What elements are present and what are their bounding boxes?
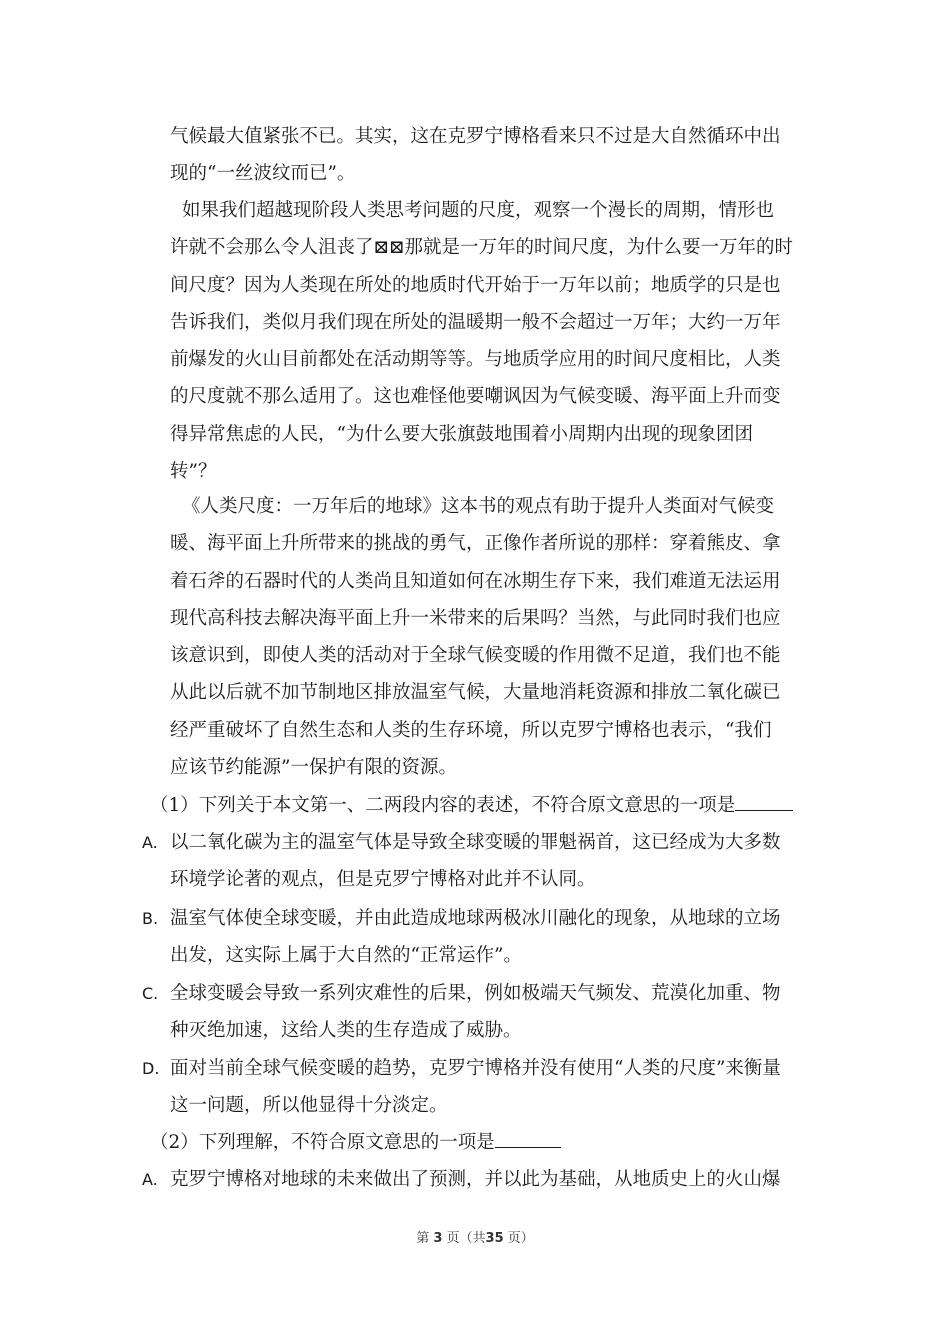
option-text-continued: 种灭绝加速，这给人类的生存造成了威胁。 (170, 1020, 522, 1042)
paragraph-3-line: 该意识到，即使人类的活动对于全球气候变暖的作用微不足道，我们也不能 (170, 645, 781, 667)
question-1-option-b (142, 900, 810, 975)
option-text: 以二氧化碳为主的温室气体是导致全球变暖的罪魁祸首，这已经成为大多数 (170, 832, 781, 853)
answer-blank (495, 1129, 561, 1148)
paragraph-1-line-1: 气候最大值紧张不已。其实，这在克罗宁博格看来只不过是大自然循环中出 (170, 126, 781, 147)
option-letter: A. (142, 833, 158, 852)
question-1-option-d (142, 1050, 810, 1125)
footer-suffix: 页） (507, 1231, 534, 1246)
option-letter: D. (142, 1059, 160, 1078)
question-2-stem-text: （2）下列理解，不符合原文意思的一项是 (150, 1132, 495, 1153)
option-text-continued: 环境学论著的观点，但是克罗宁博格对此并不认同。 (170, 869, 596, 891)
option-text-continued: 这一问题，所以他显得十分淡定。 (170, 1095, 448, 1117)
paragraph-3-line: 《人类尺度：一万年后的地球》这本书的观点有助于提升人类面对气候变 (182, 496, 775, 517)
question-1-stem-text: （1）下列关于本文第一、二两段内容的表述，不符合原文意思的一项是 (150, 795, 736, 816)
footer-prefix: 第 (416, 1231, 430, 1246)
option-letter: B. (142, 909, 159, 928)
footer-total-pages: 35 (485, 1231, 504, 1246)
paragraph-3-line: 现代高科技去解决海平面上升一米带来的后果吗？当然，与此同时我们也应 (170, 607, 781, 629)
paragraph-3-line: 从此以后就不加节制地区排放温室气候，大量地消耗资源和排放二氧化碳已 (170, 682, 781, 704)
question-1-option-c (142, 975, 810, 1050)
option-letter: C. (142, 984, 159, 1003)
paragraph-2-line: 前爆发的火山目前都处在活动期等等。与地质学应用的时间尺度相比，人类 (170, 349, 781, 371)
paragraph-2-line: 告诉我们，类似月我们现在所处的温暖期一般不会超过一万年；大约一万年 (170, 311, 781, 333)
paragraph-2-line: 的尺度就不那么适用了。这也难怪他要嘲讽因为气候变暖、海平面上升而变 (170, 386, 781, 408)
option-text-continued: 出发，这实际上属于大自然的“正常运作”。 (170, 945, 522, 967)
paragraph-3 (170, 488, 810, 786)
question-2-option-a (142, 1161, 810, 1198)
option-text: 克罗宁博格对地球的未来做出了预测，并以此为基础，从地质史上的火山爆 (170, 1169, 781, 1190)
question-1-option-a (142, 824, 810, 899)
answer-blank (735, 792, 793, 811)
paragraph-3-line: 经严重破坏了自然生态和人类的生存环境，所以克罗宁博格也表示，“我们 (170, 719, 772, 741)
paragraph-2-line: 间尺度？因为人类现在所处的地质时代开始于一万年以前；地质学的只是也 (170, 274, 781, 296)
paragraph-2-line: 得异常焦虑的人民，“为什么要大张旗鼓地围着小周期内出现的现象团团 (170, 423, 753, 445)
question-2-stem (150, 1124, 810, 1161)
paragraph-2-line: 许就不会那么令人沮丧了⊠⊠那就是一万年的时间尺度，为什么要一万年的时 (170, 237, 794, 259)
paragraph-3-line: 着石斧的石器时代的人类尚且知道如何在冰期生存下来，我们难道无法运用 (170, 570, 781, 592)
paragraph-2 (170, 192, 810, 490)
option-letter: A. (142, 1170, 158, 1189)
paragraph-2-line: 转”？ (170, 461, 217, 483)
footer-page-number: 3 (433, 1231, 443, 1246)
page-footer (0, 1227, 950, 1246)
question-1-stem (150, 787, 810, 824)
paragraph-3-line: 应该节约能源”一保护有限的资源。 (170, 757, 457, 779)
option-text: 温室气体使全球变暖，并由此造成地球两极冰川融化的现象，从地球的立场 (170, 908, 781, 929)
paragraph-2-line: 如果我们超越现阶段人类思考问题的尺度，观察一个漫长的周期，情形也 (182, 200, 775, 221)
option-text: 全球变暖会导致一系列灾难性的后果，例如极端天气频发、荒漠化加重、物 (170, 983, 781, 1004)
option-text: 面对当前全球气候变暖的趋势，克罗宁博格并没有使用“人类的尺度”来衡量 (170, 1058, 781, 1079)
footer-mid: 页（共 (446, 1231, 486, 1246)
paragraph-1-line-2: 现的“一丝波纹而已”。 (170, 163, 356, 185)
paragraph-1 (170, 118, 810, 193)
paragraph-3-line: 暖、海平面上升所带来的挑战的勇气，正像作者所说的那样：穿着熊皮、拿 (170, 533, 781, 555)
